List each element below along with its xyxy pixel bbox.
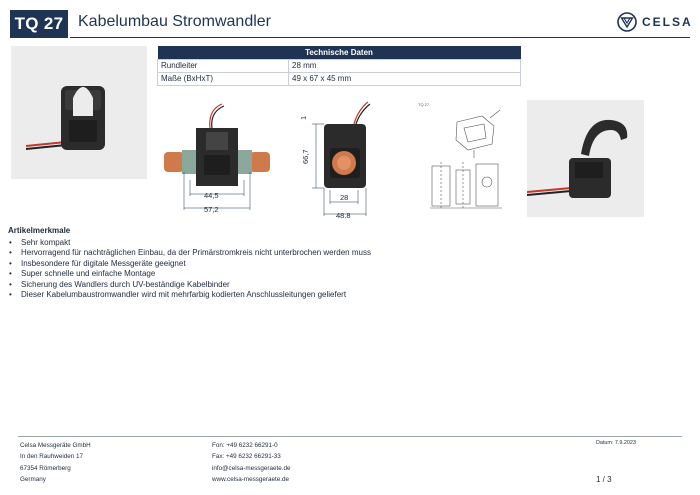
- header-divider: [70, 37, 690, 38]
- table-cell-key: Rundleiter: [158, 59, 289, 72]
- dim-outer-width: 57,2: [204, 205, 219, 214]
- technical-sketch: [412, 100, 512, 218]
- fax-number: Fax: +49 6232 66291-33: [212, 453, 281, 461]
- dim-top-offset: 1: [299, 115, 308, 120]
- dim-opening: 28: [340, 193, 349, 202]
- dim-inner-width: 44,5: [204, 191, 219, 200]
- brand-name: CELSA: [642, 15, 693, 29]
- list-item: • Super schnelle und einfache Montage: [8, 269, 371, 279]
- list-item: • Insbesondere für digitale Messgeräte geeignet: [8, 259, 371, 269]
- page-title: Kabelumbau Stromwandler: [78, 13, 271, 30]
- side-view-drawing: [296, 100, 386, 218]
- website-link[interactable]: www.celsa-messgeraete.de: [212, 476, 289, 484]
- list-item: • Sehr kompakt: [8, 238, 371, 248]
- document-date: Datum: 7.9.2023: [596, 440, 636, 446]
- table-row: [158, 59, 521, 72]
- company-city: 67354 Römerberg: [20, 464, 71, 472]
- dim-width: 48,8: [336, 211, 351, 218]
- page-number: 1 / 3: [596, 475, 612, 484]
- company-street: In den Rauhweiden 17: [20, 453, 84, 461]
- dim-height: 66,7: [301, 149, 310, 164]
- footer-divider: [18, 436, 682, 437]
- front-view-drawing: [160, 100, 278, 218]
- footer-contact: [212, 440, 291, 486]
- company-name: Celsa Messgeräte GmbH: [20, 442, 91, 449]
- list-item: • Dieser Kabelumbaustromwandler wird mit mehrfarbig kodierten Anschlussleitungen geliefert: [8, 290, 371, 300]
- brand-logo: [617, 12, 693, 32]
- table-cell-key: Maße (BxHxT): [158, 72, 289, 85]
- list-item: • Hervorragend für nachträglichen Einbau, da der Primärstromkreis nicht unterbrochen werden muss: [8, 248, 371, 258]
- table-cell-value: 49 x 67 x 45 mm: [289, 72, 521, 85]
- product-photo: [11, 46, 147, 179]
- company-country: Germany: [20, 476, 46, 484]
- table-row: [158, 72, 521, 85]
- celsa-logo-icon: [617, 12, 637, 32]
- email-link[interactable]: info@celsa-messgeraete.de: [212, 464, 291, 472]
- phone-number: Fon: +49 6232 66291-0: [212, 442, 278, 449]
- sketch-label: TQ 27: [418, 102, 430, 107]
- list-item: • Sicherung des Wandlers durch UV-beständige Kabelbinder: [8, 280, 371, 290]
- features-title: Artikelmerkmale: [8, 226, 71, 235]
- footer-company: [20, 440, 91, 486]
- tech-table-heading: Technische Daten: [158, 46, 521, 59]
- product-code-badge: TQ 27: [10, 10, 68, 38]
- product-photo-open: [527, 100, 644, 217]
- tech-data-table: [157, 46, 521, 86]
- features-list: [8, 238, 371, 300]
- table-cell-value: 28 mm: [289, 59, 521, 72]
